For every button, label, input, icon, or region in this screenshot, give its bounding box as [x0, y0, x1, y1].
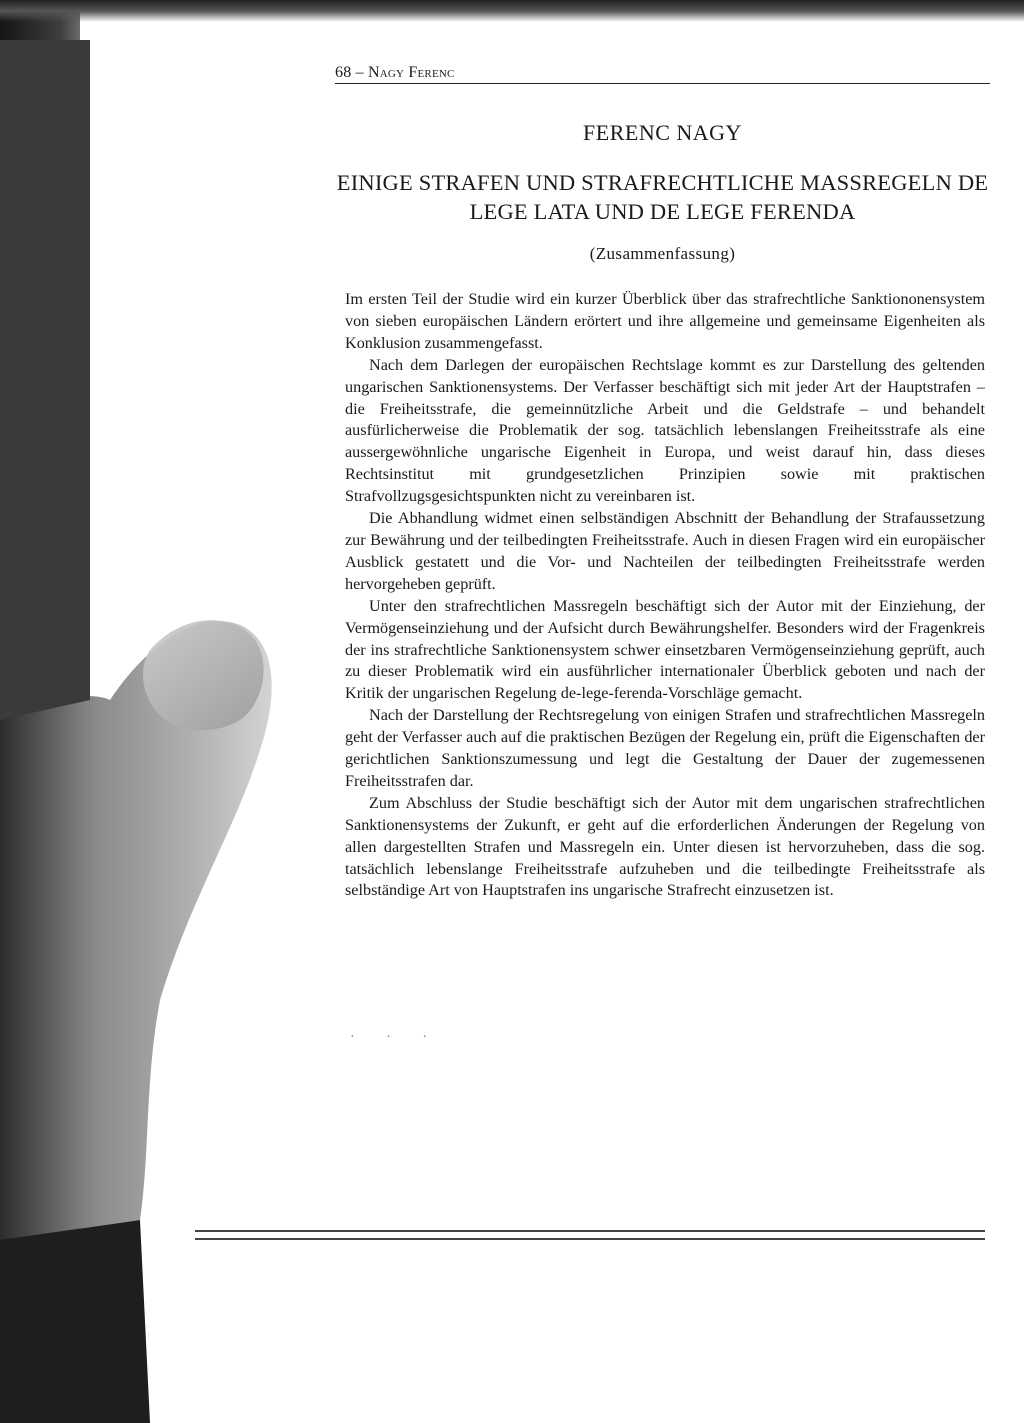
- paragraph: Die Abhandlung widmet einen selbständigen Abschnitt der Behandlung der Strafaussetzung zur Bewährung und der teilbedingten Freiheitsstrafe. Auch in diesen Fragen wird ein europäischer Ausblick gestatett und die Vor- und Nachteilen der teilbedingten Freiheitsstrafe werden hervorgeheben geprüft.: [345, 509, 985, 593]
- page-number: 68 –: [335, 64, 368, 81]
- paragraph: Nach dem Darlegen der europäischen Rechtslage kommt es zur Darstellung des geltenden ungarischen Sanktionensystems. Der Verfasser beschäftigt sich mit jeder Art der Hauptstrafen – die Freiheitsstrafe, die gemeinnützliche Arbeit und die Geldstrafe – und behandelt ausfürlicherweise die Problematik der sog. tatsächlich lebenslangen Freiheitsstrafe als eine aussergewöhnliche ungarische Eigenheit in Europa, und weist darauf hin, dass dieses Rechtsinstitut mit grundgesetzlichen Prinzipien sowie mit praktischen Strafvollzugsgesichtspunkten nicht zu vereinbaren ist.: [345, 355, 985, 506]
- paragraph: Unter den strafrechtlichen Massregeln beschäftigt sich der Autor mit der Einziehung, der Vermögenseinziehung und der Aufsicht durch Bewährungshelfer. Besonders wird der Fragenkreis der ins strafrechtliche Sanktionensystem schwer einsetzbaren Vermögenseinziehung geprüft, auch zu dieser Problematik wird ein ausführlicher internationaler Überblick geboten und nach der Kritik der ungarischen Regelung de-lege-ferenda-Vorschläge gemacht.: [345, 596, 985, 703]
- page-bottom-edge: [195, 1230, 985, 1270]
- running-head-author: Nagy Ferenc: [368, 64, 455, 81]
- article-title: EINIGE STRAFEN UND STRAFRECHTLICHE MASSREGELN DE LEGE LATA UND DE LEGE FERENDA: [336, 170, 989, 224]
- summary-body: [345, 289, 985, 902]
- scan-speckles: · · ·: [350, 1030, 441, 1045]
- thumb-image: [0, 0, 300, 1423]
- paragraph: Zum Abschluss der Studie beschäftigt sich der Autor mit dem ungarischen strafrechtlichen Sanktionensystems der Zukunft, er geht auf die erforderlichen Änderungen der Regelung von allen dargestellten Strafen und Massregeln ein. Unter diesen ist hervorzuheben, dass die sog. tatsächlich lebenslange Freiheitsstrafe aufzuheben und die teilbedingte Freiheitsstrafe als selbständige Art von Hauptstrafen ins ungarische Strafrecht einzusetzen ist.: [345, 793, 985, 900]
- paragraph: Nach der Darstellung der Rechtsregelung von einigen Strafen und strafrechtlichen Massregeln geht der Verfasser auch auf die praktischen Bezügen der Regelung ein, prüft die Eigenschaften der gerichtlichen Sanktionszumessung und legt die Gestaltung der Dauer der zugemessenen Freiheitsstrafen dar.: [345, 706, 985, 790]
- running-head: [335, 64, 990, 84]
- article-author: FERENC NAGY: [583, 120, 742, 145]
- article-subtitle: (Zusammenfassung): [589, 244, 736, 263]
- paragraph: Im ersten Teil der Studie wird ein kurzer Überblick über das strafrechtliche Sanktiononensystem von sieben europäischen Ländern erörtert und ihre allgemeine und gemeinsame Eigenheiten als Konklusion zusammengefasst.: [345, 290, 985, 352]
